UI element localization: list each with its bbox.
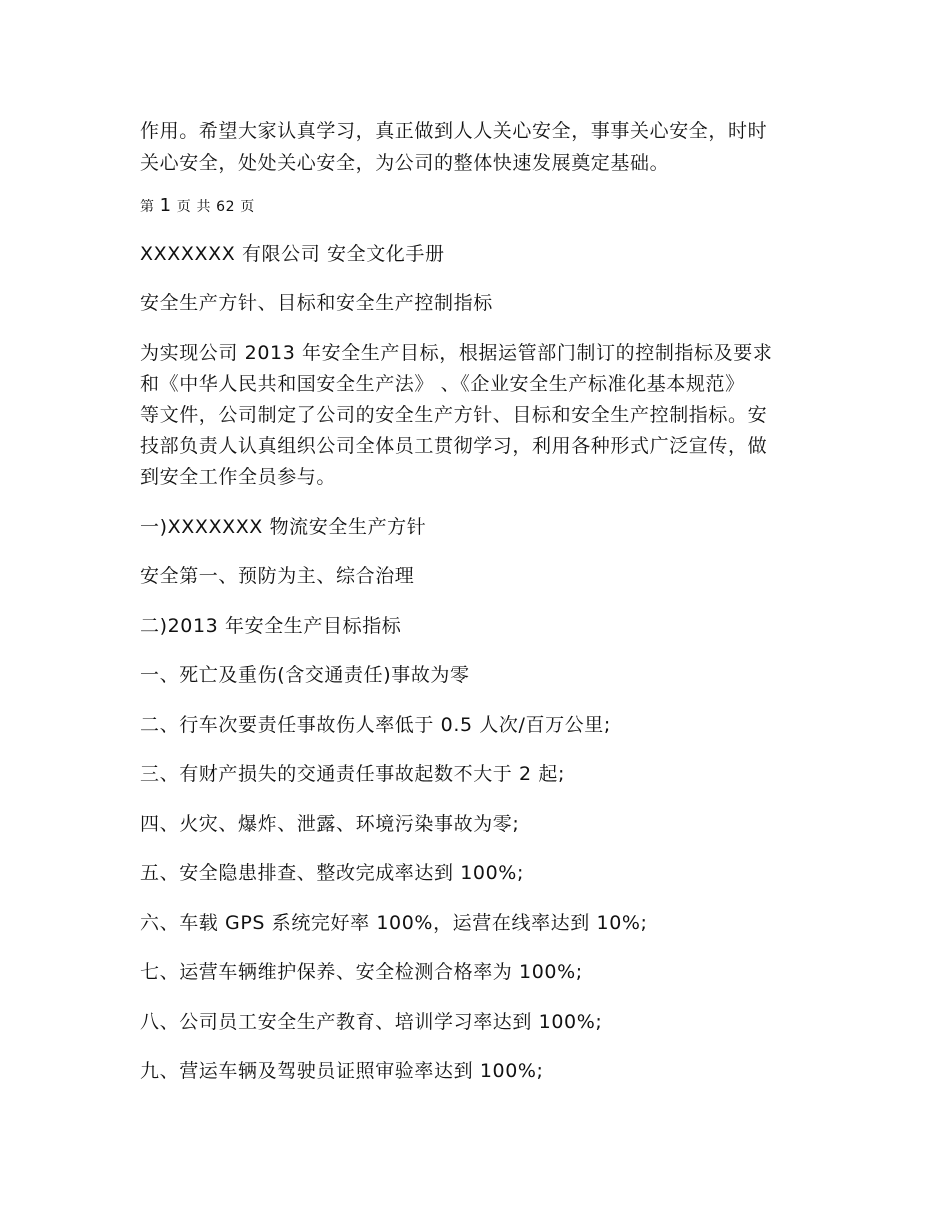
target-item: 六、车载 GPS 系统完好率 100%，运营在线率达到 10%;: [140, 912, 648, 934]
paragraph-line-5: 到安全工作全员参与。: [140, 466, 337, 488]
document-title: XXXXXXX 有限公司 安全文化手册: [140, 243, 445, 265]
targets-heading: 二)2013 年安全生产目标指标: [140, 615, 402, 637]
page-counter-prefix: 第: [140, 199, 155, 215]
policy-text: 安全第一、预防为主、综合治理: [140, 565, 415, 587]
target-item: 八、公司员工安全生产教育、培训学习率达到 100%;: [140, 1011, 603, 1033]
intro-line-2: 关心安全，处处关心安全，为公司的整体快速发展奠定基础。: [140, 152, 670, 174]
paragraph-line-2: 和《中华人民共和国安全生产法》 、《企业安全生产标准化基本规范》: [140, 373, 745, 395]
target-item: 四、火灾、爆炸、泄露、环境污染事故为零;: [140, 813, 520, 835]
page-total: 62: [216, 199, 236, 215]
intro-line-1: 作用。希望大家认真学习，真正做到人人关心安全，事事关心安全，时时: [140, 120, 768, 142]
page-counter-suffix: 页: [240, 199, 255, 215]
target-item: 三、有财产损失的交通责任事故起数不大于 2 起;: [140, 763, 565, 785]
paragraph-line-1: 为实现公司 2013 年安全生产目标，根据运管部门制订的控制指标及要求: [140, 342, 773, 364]
section-heading: 安全生产方针、目标和安全生产控制指标: [140, 292, 493, 314]
paragraph-line-3: 等文件，公司制定了公司的安全生产方针、目标和安全生产控制指标。安: [140, 404, 768, 426]
policy-heading: 一)XXXXXXX 物流安全生产方针: [140, 516, 427, 538]
paragraph-line-4: 技部负责人认真组织公司全体员工贯彻学习，利用各种形式广泛宣传，做: [140, 435, 768, 457]
target-item: 二、行车次要责任事故伤人率低于 0.5 人次/百万公里;: [140, 714, 611, 736]
target-item: 七、运营车辆维护保养、安全检测合格率为 100%;: [140, 961, 583, 983]
target-item: 五、安全隐患排查、整改完成率达到 100%;: [140, 862, 524, 884]
page-number: 1: [159, 195, 172, 216]
target-item: 九、营运车辆及驾驶员证照审验率达到 100%;: [140, 1060, 544, 1082]
page-counter-mid: 页 共: [176, 199, 212, 215]
target-item: 一、死亡及重伤(含交通责任)事故为零: [140, 664, 470, 686]
page-counter: [140, 196, 255, 217]
